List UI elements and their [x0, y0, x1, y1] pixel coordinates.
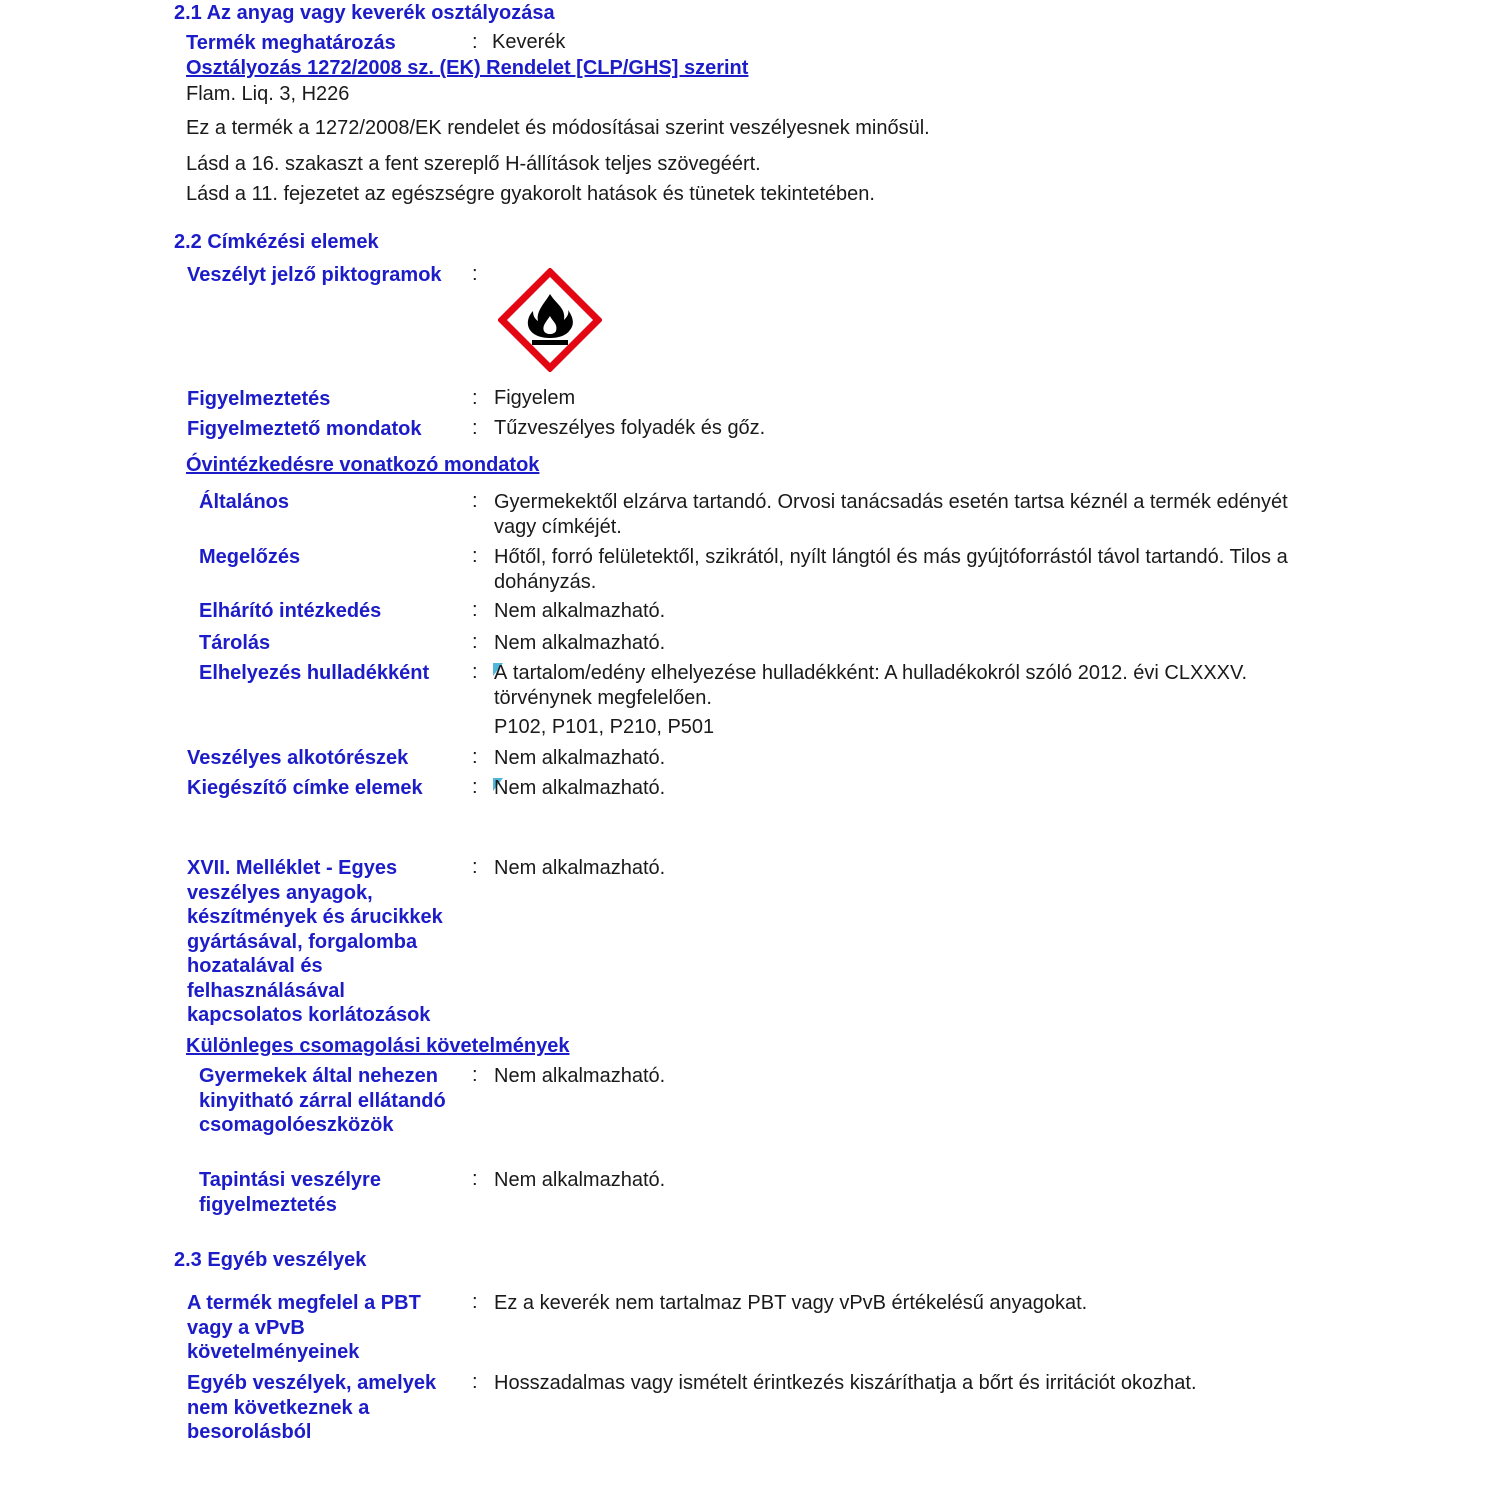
classification-value: Flam. Liq. 3, H226: [186, 83, 350, 105]
colon: :: [472, 417, 478, 439]
colon: :: [472, 661, 478, 683]
prevention-value: Hőtől, forró felületektől, szikrától, nyílt lángtól és más gyújtóforrástól távol tartandó. Tilos a dohányzás.: [494, 546, 1288, 593]
pictogram-label: Veszélyt jelző piktogramok: [187, 264, 442, 286]
section-2-2-title: 2.2 Címkézési elemek: [174, 231, 379, 253]
general-label: Általános: [199, 491, 290, 513]
response-value: Nem alkalmazható.: [494, 600, 666, 622]
supplemental-label-elements-value: Nem alkalmazható.: [494, 777, 666, 799]
signal-word-label: Figyelmeztetés: [187, 388, 331, 410]
annex-xvii-value: Nem alkalmazható.: [494, 857, 666, 879]
prevention-label: Megelőzés: [199, 546, 301, 568]
product-definition-label: Termék meghatározás: [186, 32, 396, 54]
colon: :: [472, 776, 478, 798]
tactile-warning-value: Nem alkalmazható.: [494, 1169, 666, 1191]
hazardous-components-label: Veszélyes alkotórészek: [187, 747, 409, 769]
precautionary-statements-link[interactable]: Óvintézkedésre vonatkozó mondatok: [186, 454, 540, 476]
colon: :: [472, 1371, 478, 1393]
colon: :: [472, 856, 478, 878]
flame-icon: [498, 268, 602, 372]
precautionary-codes: P102, P101, P210, P501: [494, 716, 715, 738]
text-cursor-marker: A: [494, 662, 508, 684]
section-2-3-title: 2.3 Egyéb veszélyek: [174, 1249, 367, 1271]
supplemental-label-elements-label: Kiegészítő címke elemek: [187, 777, 423, 799]
colon: :: [472, 599, 478, 621]
colon: :: [472, 631, 478, 653]
classification-paragraph-3: Lásd a 11. fejezetet az egészségre gyakorolt hatások és tünetek tekintetében.: [186, 183, 875, 205]
colon: :: [472, 1064, 478, 1086]
hazard-statements-value: Tűzveszélyes folyadék és gőz.: [494, 417, 766, 439]
annex-xvii-label: XVII. Melléklet - Egyes veszélyes anyagok, készítmények és árucikkek gyártásával, forgalomba hozatalával és felhasználásával kapcsolatos korlátozások: [187, 857, 443, 1026]
colon: :: [472, 31, 478, 53]
colon: :: [472, 545, 478, 567]
classification-paragraph-2: Lásd a 16. szakaszt a fent szereplő H-állítások teljes szövegéért.: [186, 153, 761, 175]
tactile-warning-label: Tapintási veszélyre figyelmeztetés: [199, 1169, 381, 1216]
colon: :: [472, 490, 478, 512]
general-value: Gyermekektől elzárva tartandó. Orvosi tanácsadás esetén tartsa kéznél a termék edényét vagy címkéjét.: [494, 491, 1288, 538]
text-cursor-marker: N: [494, 777, 509, 799]
hazardous-components-value: Nem alkalmazható.: [494, 747, 666, 769]
child-resistant-value: Nem alkalmazható.: [494, 1065, 666, 1087]
disposal-value: A tartalom/edény elhelyezése hulladékként: A hulladékokról szóló 2012. évi CLXXXV. törvénynek megfelelően.: [494, 662, 1248, 709]
section-2-1-title: 2.1 Az anyag vagy keverék osztályozása: [174, 2, 555, 24]
special-packaging-link[interactable]: Különleges csomagolási követelmények: [186, 1035, 570, 1057]
other-hazards-value: Hosszadalmas vagy ismételt érintkezés kiszáríthatja a bőrt és irritációt okozhat.: [494, 1372, 1197, 1394]
pbt-vpvb-value: Ez a keverék nem tartalmaz PBT vagy vPvB értékelésű anyagokat.: [494, 1292, 1088, 1314]
storage-value: Nem alkalmazható.: [494, 632, 666, 654]
colon: :: [472, 387, 478, 409]
child-resistant-label: Gyermekek által nehezen kinyitható zárral ellátandó csomagolóeszközök: [199, 1065, 446, 1136]
product-definition-value: Keverék: [492, 31, 566, 53]
storage-label: Tárolás: [199, 632, 271, 654]
colon: :: [472, 746, 478, 768]
disposal-label: Elhelyezés hulladékként: [199, 662, 430, 684]
other-hazards-label: Egyéb veszélyek, amelyek nem következnek a besorolásból: [187, 1372, 437, 1443]
hazard-statements-label: Figyelmeztető mondatok: [187, 418, 422, 440]
colon: :: [472, 1168, 478, 1190]
colon: :: [472, 1291, 478, 1313]
pbt-vpvb-label: A termék megfelel a PBT vagy a vPvB követelményeinek: [187, 1292, 421, 1363]
signal-word-value: Figyelem: [494, 387, 576, 409]
response-label: Elhárító intézkedés: [199, 600, 382, 622]
colon: :: [472, 263, 478, 285]
clp-classification-link[interactable]: Osztályozás 1272/2008 sz. (EK) Rendelet [CLP/GHS] szerint: [186, 57, 749, 79]
classification-paragraph-1: Ez a termék a 1272/2008/EK rendelet és módosításai szerint veszélyesnek minősül.: [186, 117, 930, 139]
